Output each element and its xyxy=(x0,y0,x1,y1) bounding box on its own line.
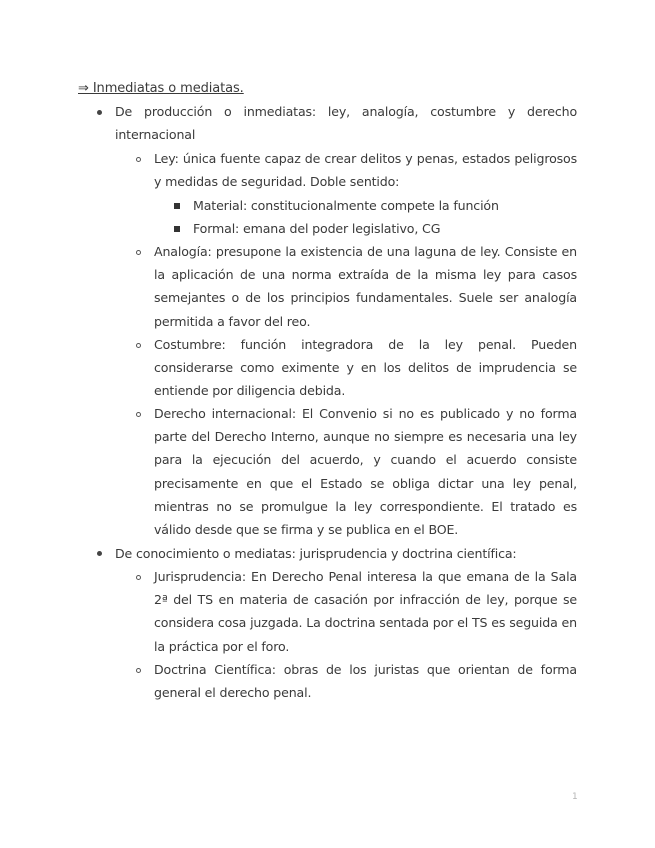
list-item-ley: Ley: única fuente capaz de crear delitos y penas, estados peligrosos y medidas de seguridad. Doble sentido: xyxy=(154,151,577,190)
list-item-analogia: Analogía: presupone la existencia de una laguna de ley. Consiste en la aplicación de una norma extraída de la misma ley para casos semejantes o de los principios fundamentales. Suele ser analogía permitida a favor del reo. xyxy=(154,244,577,329)
bullet-circle xyxy=(136,668,141,673)
bullet-square xyxy=(174,203,180,209)
list-item-inmediatas: De producción o inmediatas: ley, analogía, costumbre y derecho internacional xyxy=(115,104,577,143)
list-item-material: Material: constitucionalmente compete la función xyxy=(193,198,499,213)
bullet-circle xyxy=(136,157,141,162)
bullet-circle xyxy=(136,412,141,417)
page-number: 1 xyxy=(572,792,578,802)
bullet-disc xyxy=(97,110,102,115)
list-item-costumbre: Costumbre: función integradora de la ley penal. Pueden considerarse como eximente y en los delitos de imprudencia se entiende por diligencia debida. xyxy=(154,337,577,399)
list-item-derecho-internacional: Derecho internacional: El Convenio si no es publicado y no forma parte del Derecho Interno, aunque no siempre es necesaria una ley para la ejecución del acuerdo, y cuando el acuerdo consiste precisamente en que el Estado se obliga dictar una ley penal, mientras no se promulgue la ley correspondiente. El tratado es válido desde que se firma y se publica en el BOE. xyxy=(154,406,577,538)
section-heading: ⇒ Inmediatas o mediatas. xyxy=(78,81,244,96)
list-item-mediatas: De conocimiento o mediatas: jurisprudencia y doctrina científica: xyxy=(115,546,517,561)
bullet-circle xyxy=(136,575,141,580)
bullet-square xyxy=(174,226,180,232)
bullet-circle xyxy=(136,343,141,348)
list-item-jurisprudencia: Jurisprudencia: En Derecho Penal interesa la que emana de la Sala 2ª del TS en materia de casación por infracción de ley, porque se considera cosa juzgada. La doctrina sentada por el TS es seguida en la práctica por el foro. xyxy=(154,569,577,654)
bullet-disc xyxy=(97,551,102,556)
list-item-doctrina: Doctrina Científica: obras de los juristas que orientan de forma general el derecho penal. xyxy=(154,662,577,701)
bullet-circle xyxy=(136,250,141,255)
list-item-formal: Formal: emana del poder legislativo, CG xyxy=(193,221,441,236)
